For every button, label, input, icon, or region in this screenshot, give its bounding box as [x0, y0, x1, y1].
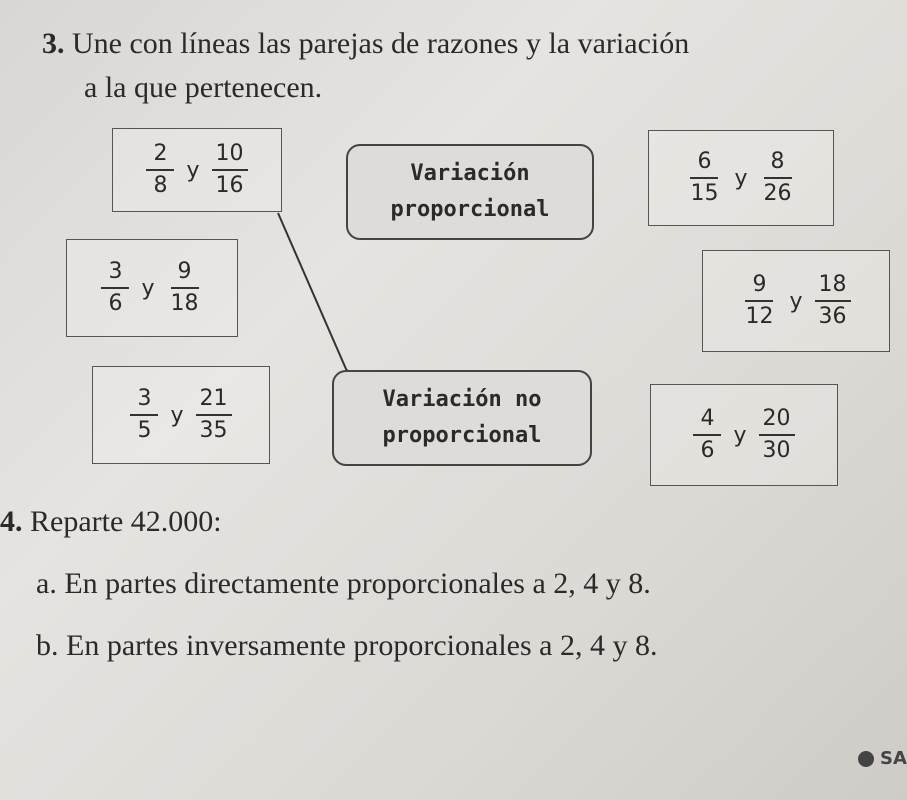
sub-item-text: En partes inversamente proporcionales a 2, 4 y 8.: [66, 629, 658, 662]
publisher-logo: [858, 748, 907, 769]
sub-item-label: a.: [36, 567, 57, 600]
ratio-pair-box[interactable]: [112, 128, 282, 212]
question-number: 3.: [42, 27, 65, 60]
logo-text: SA: [880, 748, 907, 769]
sub-item-text: En partes directamente proporcionales a 2, 4 y 8.: [64, 567, 651, 600]
connector-y: y: [141, 275, 155, 301]
fraction: $\frac{9}{12}$: [745, 272, 774, 329]
connector-y: y: [170, 402, 184, 428]
ratio-pair-box[interactable]: [648, 130, 834, 226]
question-number: 4.: [0, 505, 23, 538]
sub-item-b: [36, 628, 657, 664]
ratio-pair-box[interactable]: [92, 366, 270, 464]
category-proportional[interactable]: [346, 144, 594, 240]
question-text: Reparte 42.000:: [30, 505, 222, 538]
question-3-continued: a la que pertenecen.: [84, 71, 323, 104]
connector-y: y: [733, 422, 747, 448]
fraction: $\frac{20}{30}$: [759, 406, 795, 464]
connector-y: y: [789, 288, 803, 314]
question-text: Une con líneas las parejas de razones y la variación: [72, 27, 690, 60]
sub-item-a: [36, 566, 651, 602]
logo-icon: [858, 751, 874, 767]
category-label: Variación no: [382, 387, 542, 412]
category-non-proportional[interactable]: [332, 370, 592, 466]
category-label: Variación: [410, 161, 530, 186]
ratio-pair-box[interactable]: [66, 239, 238, 337]
fraction: $\frac{10}{16}$: [212, 141, 248, 199]
fraction: $\frac{6}{15}$: [690, 149, 719, 206]
fraction: $\frac{18}{36}$: [815, 272, 851, 330]
ratio-pair-box[interactable]: [702, 250, 890, 352]
sub-item-label: b.: [36, 629, 59, 662]
fraction: $\frac{21}{35}$: [196, 386, 232, 444]
connector-y: y: [734, 165, 748, 191]
fraction: $\frac{4}{6}$: [693, 406, 721, 464]
category-label: proporcional: [390, 197, 550, 222]
ratio-pair-box[interactable]: [650, 384, 838, 486]
fraction: $\frac{8}{26}$: [763, 149, 792, 206]
category-label: proporcional: [382, 423, 542, 448]
fraction: $\frac{3}{5}$: [130, 386, 158, 444]
fraction: $\frac{2}{8}$: [146, 141, 174, 199]
fraction: $\frac{9}{18}$: [170, 259, 199, 316]
question-4: [0, 504, 222, 540]
connector-y: y: [186, 157, 200, 183]
question-3: [42, 26, 892, 62]
fraction: $\frac{3}{6}$: [101, 259, 129, 317]
